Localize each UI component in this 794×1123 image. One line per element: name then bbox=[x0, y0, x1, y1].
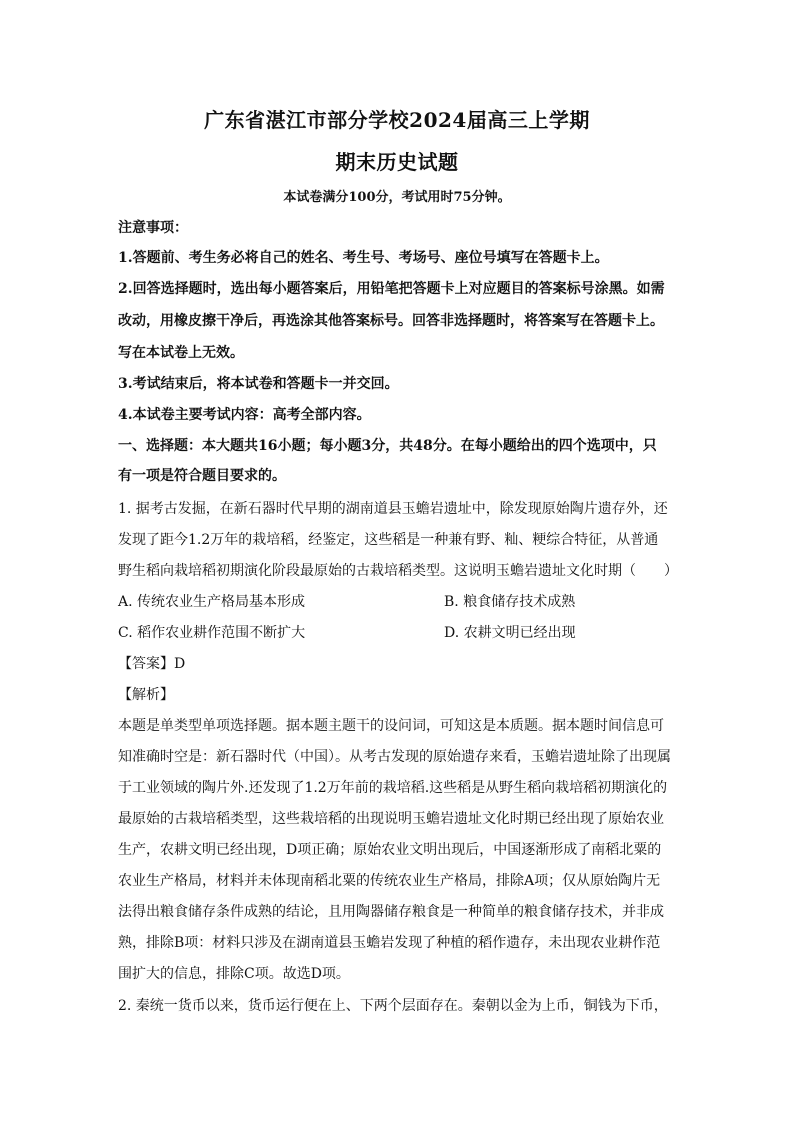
q1-analysis-line: 于工业领域的陶片外.还发现了1.2万年前的栽培稻.这些稻是从野生稻向栽培稻初期演化的 bbox=[118, 780, 668, 796]
q1-stem-line1: 1. 据考古发掘，在新石器时代早期的湖南道县玉蟾岩遗址中，除发现原始陶片遗存外，还 bbox=[118, 501, 668, 517]
note-item-2-line2: 改动，用橡皮擦干净后，再选涂其他答案标号。回答非选择题时，将答案写在答题卡上。 bbox=[118, 313, 664, 329]
section-heading-line2: 有一项是符合题目要求的。 bbox=[118, 468, 286, 484]
doc-title-line2: 期末历史试题 bbox=[335, 150, 459, 174]
q1-answer: 【答案】D bbox=[118, 656, 186, 672]
q1-analysis-heading: 【解析】 bbox=[118, 687, 174, 703]
note-item-2-line3: 写在本试卷上无效。 bbox=[118, 345, 244, 361]
q2-stem-line1: 2. 秦统一货币以来，货币运行便在上、下两个层面存在。秦朝以金为上币，铜钱为下币， bbox=[118, 998, 668, 1014]
note-item-3: 3.考试结束后，将本试卷和答题卡一并交回。 bbox=[118, 376, 399, 392]
q1-option-a: A. 传统农业生产格局基本形成 bbox=[118, 594, 306, 610]
q1-analysis-line: 生产，农耕文明已经出现，D项正确；原始农业文明出现后，中国逐渐形成了南稻北粟的 bbox=[118, 842, 662, 858]
q1-option-d: D. 农耕文明已经出现 bbox=[444, 625, 576, 641]
q1-analysis-line: 熟，排除B项：材料只涉及在湖南道县玉蟾岩发现了种植的稻作遗存，未出现农业耕作范 bbox=[118, 935, 661, 951]
doc-subtitle: 本试卷满分100分，考试用时75分钟。 bbox=[283, 190, 511, 205]
q1-option-c: C. 稻作农业耕作范围不断扩大 bbox=[118, 625, 306, 641]
q1-analysis-line: 最原始的古栽培稻类型，这些栽培稻的出现说明玉蟾岩遗址文化时期已经出现了原始农业 bbox=[118, 811, 664, 827]
q1-analysis-line: 围扩大的信息，排除C项。故选D项。 bbox=[118, 966, 350, 982]
q1-stem-line3: 野生稻向栽培稻初期演化阶段最原始的古栽培稻类型。这说明玉蟾岩遗址文化时期（ ） bbox=[118, 563, 678, 579]
notes-heading: 注意事项： bbox=[118, 220, 188, 236]
note-item-4: 4.本试卷主要考试内容：高考全部内容。 bbox=[118, 407, 371, 423]
q1-analysis-line: 农业生产格局，材料并未体现南稻北粟的传统农业生产格局，排除A项；仅从原始陶片无 bbox=[118, 873, 661, 889]
doc-title-line1: 广东省湛江市部分学校2024届高三上学期 bbox=[204, 108, 590, 132]
note-item-2-line1: 2.回答选择题时，选出每小题答案后，用铅笔把答题卡上对应题目的答案标号涂黑。如需 bbox=[118, 281, 665, 297]
q1-stem-line2: 发现了距今1.2万年的栽培稻，经鉴定，这些稻是一种兼有野、籼、粳综合特征，从普通 bbox=[118, 532, 659, 548]
section-heading-line1: 一、选择题：本大题共16小题；每小题3分，共48分。在每小题给出的四个选项中，只 bbox=[118, 438, 657, 454]
q1-analysis-line: 知准确时空是：新石器时代（中国）。从考古发现的原始遗存来看，玉蟾岩遗址除了出现属 bbox=[118, 749, 671, 765]
q1-analysis-line: 法得出粮食储存条件成熟的结论，且用陶器储存粮食是一种简单的粮食储存技术，并非成 bbox=[118, 904, 664, 920]
q1-analysis-line: 本题是单类型单项选择题。据本题主题干的设问词，可知这是本质题。据本题时间信息可 bbox=[118, 718, 664, 734]
note-item-1: 1.答题前、考生务必将自己的姓名、考生号、考场号、座位号填写在答题卡上。 bbox=[118, 250, 609, 266]
q1-option-b: B. 粮食储存技术成熟 bbox=[444, 594, 576, 610]
